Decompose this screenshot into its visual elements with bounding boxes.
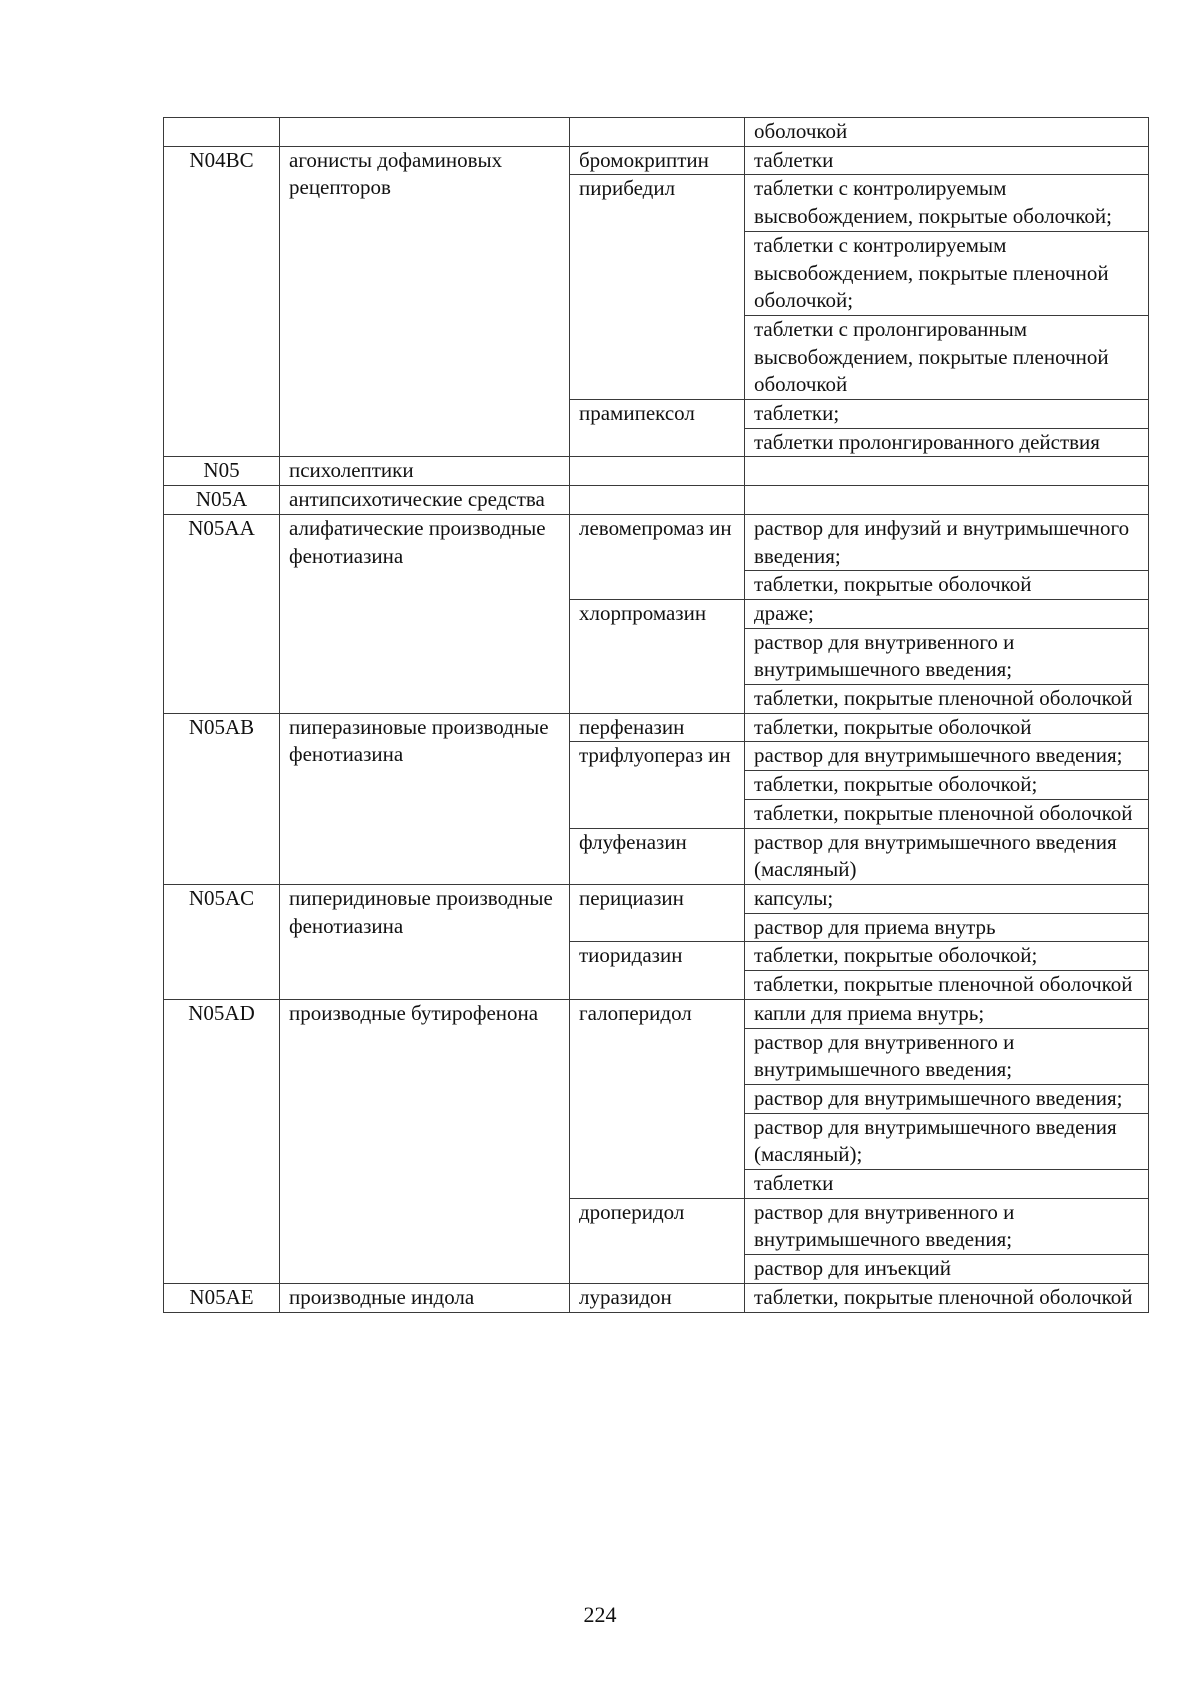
form-cell: таблетки, покрытые оболочкой xyxy=(745,571,1149,600)
drug-cell: левомепромаз ин xyxy=(570,514,745,599)
form-cell: таблетки с контролируемым высвобождением, покрытые пленочной оболочкой; xyxy=(745,231,1149,315)
atc-code-cell: N05AA xyxy=(164,514,280,713)
form-cell: таблетки, покрытые оболочкой; xyxy=(745,771,1149,800)
form-cell: таблетки пролонгированного действия xyxy=(745,428,1149,457)
group-cell: психолептики xyxy=(280,457,570,486)
table-row xyxy=(164,118,1149,147)
group-cell: производные бутирофенона xyxy=(280,999,570,1283)
form-cell: таблетки, покрытые пленочной оболочкой xyxy=(745,971,1149,1000)
form-cell: таблетки xyxy=(745,1170,1149,1199)
form-cell: раствор для внутривенного и внутримышечного введения; xyxy=(745,1028,1149,1084)
form-cell: капли для приема внутрь; xyxy=(745,999,1149,1028)
group-cell: алифатические производные фенотиазина xyxy=(280,514,570,713)
atc-code-cell: N05 xyxy=(164,457,280,486)
form-cell: таблетки с пролонгированным высвобождением, покрытые пленочной оболочкой xyxy=(745,315,1149,399)
group-cell: пиперазиновые производные фенотиазина xyxy=(280,713,570,884)
atc-code-cell: N05A xyxy=(164,486,280,515)
drug-cell: тиоридазин xyxy=(570,942,745,999)
group-cell: антипсихотические средства xyxy=(280,486,570,515)
drug-cell: прамипексол xyxy=(570,400,745,457)
group-cell: пиперидиновые производные фенотиазина xyxy=(280,884,570,999)
drug-cell: перфеназин xyxy=(570,713,745,742)
drug-cell: пирибедил xyxy=(570,175,745,400)
form-cell: капсулы; xyxy=(745,884,1149,913)
table-row xyxy=(164,1283,1149,1312)
drug-cell: трифлуопераз ин xyxy=(570,742,745,828)
drug-cell: дроперидол xyxy=(570,1198,745,1283)
group-cell: производные индола xyxy=(280,1283,570,1312)
form-cell: таблетки, покрытые оболочкой; xyxy=(745,942,1149,971)
table-row xyxy=(164,146,1149,175)
drug-cell xyxy=(570,486,745,515)
drug-cell: перициазин xyxy=(570,884,745,941)
group-cell: агонисты дофаминовых рецепторов xyxy=(280,146,570,457)
group-cell xyxy=(280,118,570,147)
form-cell: таблетки, покрытые оболочкой xyxy=(745,713,1149,742)
form-cell: оболочкой xyxy=(745,118,1149,147)
form-cell: раствор для внутримышечного введения; xyxy=(745,1084,1149,1113)
form-cell: раствор для инфузий и внутримышечного введения; xyxy=(745,514,1149,570)
form-cell: таблетки xyxy=(745,146,1149,175)
page-number: 224 xyxy=(583,1602,617,1627)
table-row xyxy=(164,713,1149,742)
form-cell: таблетки с контролируемым высвобождением, покрытые оболочкой; xyxy=(745,175,1149,231)
form-cell: раствор для внутримышечного введения (масляный) xyxy=(745,828,1149,884)
form-cell: раствор для внутримышечного введения (масляный); xyxy=(745,1113,1149,1169)
atc-code-cell: N05AE xyxy=(164,1283,280,1312)
form-cell: раствор для приема внутрь xyxy=(745,913,1149,942)
atc-code-cell: N05AC xyxy=(164,884,280,999)
form-cell: таблетки; xyxy=(745,400,1149,429)
form-cell: раствор для внутривенного и внутримышечного введения; xyxy=(745,628,1149,684)
atc-code-cell: N05AB xyxy=(164,713,280,884)
form-cell: таблетки, покрытые пленочной оболочкой xyxy=(745,1283,1149,1312)
atc-code-cell xyxy=(164,118,280,147)
form-cell: таблетки, покрытые пленочной оболочкой xyxy=(745,799,1149,828)
form-cell: раствор для внутримышечного введения; xyxy=(745,742,1149,771)
form-cell xyxy=(745,457,1149,486)
table-row xyxy=(164,486,1149,515)
drug-cell xyxy=(570,457,745,486)
form-cell: драже; xyxy=(745,599,1149,628)
drug-table xyxy=(163,117,1149,1313)
drug-cell: флуфеназин xyxy=(570,828,745,884)
form-cell xyxy=(745,486,1149,515)
drug-cell: бромокриптин xyxy=(570,146,745,175)
table-row xyxy=(164,514,1149,570)
table-row xyxy=(164,999,1149,1028)
table-row xyxy=(164,884,1149,913)
form-cell: раствор для внутривенного и внутримышечного введения; xyxy=(745,1198,1149,1254)
atc-code-cell: N04BC xyxy=(164,146,280,457)
atc-code-cell: N05AD xyxy=(164,999,280,1283)
table-row xyxy=(164,457,1149,486)
drug-cell: галоперидол xyxy=(570,999,745,1198)
drug-cell: хлорпромазин xyxy=(570,599,745,713)
form-cell: раствор для инъекций xyxy=(745,1255,1149,1284)
drug-cell: луразидон xyxy=(570,1283,745,1312)
drug-cell xyxy=(570,118,745,147)
form-cell: таблетки, покрытые пленочной оболочкой xyxy=(745,685,1149,714)
